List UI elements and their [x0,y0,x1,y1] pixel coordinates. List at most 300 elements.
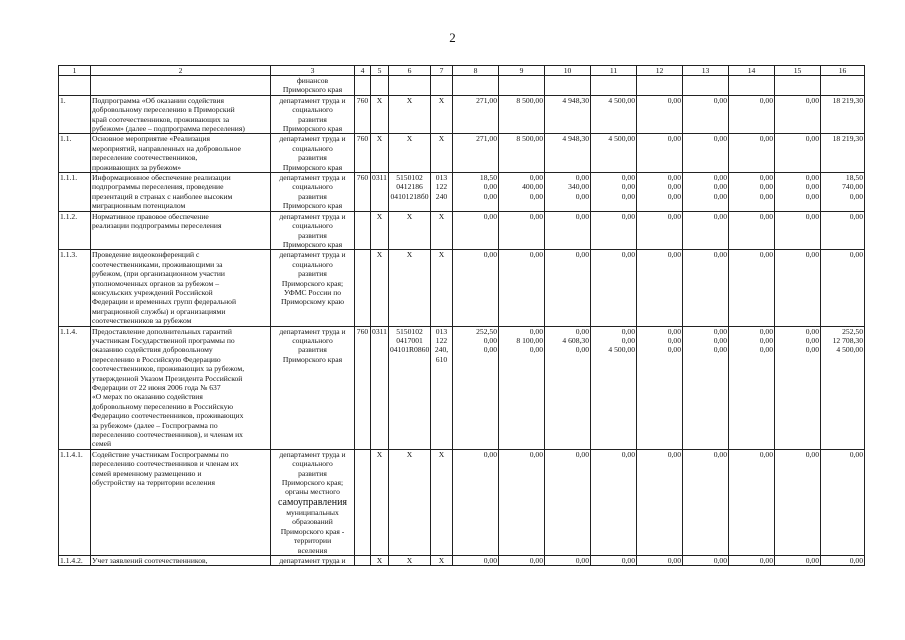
cell-c12 [637,250,683,326]
executor-line: департамент труда и [279,326,346,336]
executor-line: социального [292,459,333,469]
cell-value: 271,00 [476,95,497,105]
executor-line: департамент труда и [279,555,346,565]
cell-c13 [683,449,729,555]
cell-value: 0,00 [849,191,863,201]
table-row [59,134,865,173]
description-line: Учет заявлений соотечественников, [92,555,208,565]
cell-value: 0,00 [667,95,681,105]
cell-value: 0,00 [483,250,497,260]
cell-c5: X [371,555,389,565]
cell-c15 [775,326,821,449]
row-number: 1.1.1. [59,173,91,212]
cell-value: 0,00 [529,555,543,565]
row-executor [271,134,355,173]
cell-value: X [406,134,413,144]
cell-c10 [545,326,591,449]
executor-line: Приморского края; [281,478,344,488]
cell-c9 [499,555,545,565]
cell-c9 [499,449,545,555]
cell-value: 4 948,30 [562,95,589,105]
cell-c10 [545,555,591,565]
column-header-15: 15 [775,66,821,76]
cell-c15 [775,211,821,250]
table-row [59,95,865,134]
cell-value: 0,00 [575,191,589,201]
cell-value: 0,00 [667,449,681,459]
cell-value: 0,00 [575,250,589,260]
cell-c5: X [371,449,389,555]
cell-value: X [438,134,445,144]
cell-value: 0,00 [621,173,635,183]
executor-line: территории [293,536,332,546]
description-line: «О мерах по оказанию содействия [92,392,203,402]
description-line: соотечественниками, проживающими за [92,259,223,269]
cell-c6 [389,134,431,173]
row-number: 1.1.4.2. [59,555,91,565]
cell-value: 0,00 [805,191,819,201]
column-header-16: 16 [821,66,865,76]
cell-c7 [431,134,453,173]
description-line: реализации подпрограммы переселения [92,221,222,231]
cell-c11 [591,95,637,134]
column-header-9: 9 [499,66,545,76]
executor-line: муниципальных [286,507,339,517]
cell-value: 0,00 [849,211,863,221]
description-line: консульских учреждений Российской [92,287,213,297]
row-description [91,173,271,212]
cell-value: 0,00 [759,95,773,105]
cell-c14 [729,173,775,212]
cell-c13 [683,95,729,134]
cell-value: 0,00 [713,134,727,144]
cell-value: X [438,555,445,565]
executor-line: развития [298,191,327,201]
cell-value: 18 219,30 [832,95,863,105]
table-body [59,76,865,566]
cell-c6 [389,326,431,449]
description-line: добровольному переселению в Российскую [92,401,234,411]
cell-value: 0,00 [483,182,497,192]
description-line: миграционным потенциалом [92,201,186,211]
cell-c12 [637,211,683,250]
cell-c13 [683,173,729,212]
description-line: за рубежом» (далее – Госпрограмма по [92,420,218,430]
cell-c7 [431,449,453,555]
cell-value: 0,00 [713,449,727,459]
cell-c14 [729,555,775,565]
cell-c13 [683,326,729,449]
description-line: добровольному переселению в Приморский [92,105,235,115]
cell-c8 [453,555,499,565]
cell-value: 04101R0860 [390,345,429,355]
cell-value: 0,00 [529,345,543,355]
cell-c6 [389,95,431,134]
cell-c8 [453,211,499,250]
cell-c14 [729,211,775,250]
cell-c13 [683,134,729,173]
row-number: 1.1. [59,134,91,173]
cell-c5: X [371,134,389,173]
cell-value: 0,00 [667,326,681,336]
cell-c4 [355,250,371,326]
description-line: утвержденной Указом Президента Российской [92,373,243,383]
cell-value: 0,00 [529,326,543,336]
cell-c4: 760 [355,134,371,173]
executor-line: Приморского края; [281,278,344,288]
cell-c7 [431,95,453,134]
header-row [59,66,865,76]
cell-value: 240, [434,345,449,355]
row-executor [271,173,355,212]
cell-value: 0,00 [759,191,773,201]
cell-c15 [775,134,821,173]
continuation-line: Приморского края [282,85,343,95]
cell-value: 0,00 [483,555,497,565]
cell-c16 [821,250,865,326]
cell-value: 0,00 [759,326,773,336]
cell-value: 013 [435,173,448,183]
cell-c7 [431,555,453,565]
description-line: уполномоченных органов за рубежом – [92,278,220,288]
column-header-14: 14 [729,66,775,76]
cell-c10 [545,250,591,326]
budget-table [58,65,865,566]
cell-c9 [499,173,545,212]
description-line: участникам Государственной программы по [92,335,235,345]
continuation-line: финансов [296,76,329,85]
cell-value: 0,00 [621,211,635,221]
continuation-row [59,76,865,96]
row-description [91,449,271,555]
description-line: переселению соотечественников), и членам их [92,430,243,440]
column-header-2: 2 [91,66,271,76]
cell-value: 0,00 [849,250,863,260]
cell-value: 0,00 [483,335,497,345]
column-header-10: 10 [545,66,591,76]
cell-c10 [545,134,591,173]
cell-c10 [545,449,591,555]
cell-value: 0,00 [667,211,681,221]
cell-c6 [389,173,431,212]
cell-value: 0,00 [713,555,727,565]
column-header-12: 12 [637,66,683,76]
cell-c8 [453,173,499,212]
executor-line: вселения [297,545,328,555]
cell-c4: 760 [355,173,371,212]
executor-line: департамент труда и [279,211,346,221]
executor-line: самоуправления [277,496,348,508]
cell-value: 4 500,00 [608,95,635,105]
executor-line: развития [298,114,327,124]
cell-value: 0,00 [805,326,819,336]
cell-value: 8 500,00 [516,134,543,144]
executor-line: Приморского края [282,162,343,172]
cell-c7 [431,173,453,212]
cell-c9 [499,250,545,326]
cell-c11 [591,134,637,173]
row-executor [271,449,355,555]
cell-value: 0,00 [805,211,819,221]
description-line: Основное мероприятие «Реализация [92,134,211,144]
cell-c16 [821,326,865,449]
description-line: мероприятий, направленных на добровольное [92,143,241,153]
description-line: проживающих за рубежом» [92,162,182,172]
cell-value: 18,50 [845,173,863,183]
table-row [59,555,865,565]
description-line: семей временному размещению и [92,468,202,478]
cell-value: 4 500,00 [608,345,635,355]
cell-value: 0,00 [667,555,681,565]
row-executor [271,326,355,449]
cell-c4: 760 [355,326,371,449]
description-line: презентаций в странах с наиболее высоким [92,191,233,201]
cell-c15 [775,449,821,555]
cell-value: 0,00 [805,134,819,144]
table-row [59,211,865,250]
column-header-6: 6 [389,66,431,76]
description-line: край соотечественников, проживающих за [92,114,230,124]
row-number: 1.1.4. [59,326,91,449]
executor-line: развития [298,230,327,240]
cell-c13 [683,211,729,250]
executor-line: Приморского края [282,354,343,364]
budget-table-sheet [58,65,864,566]
cell-c14 [729,134,775,173]
cell-value: 0,00 [483,211,497,221]
page-number: 2 [449,30,456,45]
cell-value: 0,00 [759,555,773,565]
executor-line: развития [298,468,327,478]
cell-value: 400,00 [522,182,543,192]
cell-c15 [775,173,821,212]
cell-value: 252,50 [476,326,497,336]
cell-value: 8 100,00 [516,335,543,345]
row-executor [271,95,355,134]
cell-value: X [438,211,445,221]
cell-c10 [545,95,591,134]
cell-value: 4 500,00 [608,134,635,144]
cell-value: 0,00 [667,335,681,345]
executor-line: департамент труда и [279,250,346,260]
cell-value: 0,00 [575,326,589,336]
cell-value: 0,00 [805,345,819,355]
description-line: соотечественников за рубежом [92,316,192,326]
cell-value: 0,00 [575,211,589,221]
table-row [59,250,865,326]
description-line: обустройству на территории вселения [92,478,215,488]
description-line: переселению в Российскую Федерацию [92,354,221,364]
description-line: соотечественников, проживающих за рубежом, [92,364,245,374]
executor-line: органы местного [285,487,340,497]
cell-c5: X [371,211,389,250]
column-header-11: 11 [591,66,637,76]
description-line: Федерацию соотечественников, проживающих [92,411,244,421]
cell-value: 0,00 [621,191,635,201]
executor-line: социального [292,182,333,192]
description-line: семей [92,439,112,449]
row-executor [271,555,355,565]
cell-value: 5150102 [396,326,423,336]
cell-value: 0,00 [483,345,497,355]
cell-c15 [775,555,821,565]
cell-value: 252,50 [842,326,863,336]
column-header-8: 8 [453,66,499,76]
cell-c12 [637,326,683,449]
executor-line: департамент труда и [279,449,346,459]
description-line: Предоставление дополнительных гарантий [92,326,232,336]
cell-c13 [683,555,729,565]
cell-c16 [821,134,865,173]
table-row [59,449,865,555]
cell-value: 0,00 [759,134,773,144]
cell-value: 0,00 [713,95,727,105]
executor-line: образований [292,517,333,527]
description-line: Федерации от 22 июня 2006 года № 637 [92,383,221,392]
executor-line: развития [298,153,327,163]
cell-c11 [591,449,637,555]
cell-value: 013 [435,326,448,336]
cell-value: 0,00 [759,449,773,459]
executor-line: развития [298,269,327,279]
cell-value: 122 [435,182,448,192]
column-header-1: 1 [59,66,91,76]
cell-value: 0,00 [667,250,681,260]
cell-c5: X [371,95,389,134]
cell-value: 0,00 [621,326,635,336]
cell-c14 [729,449,775,555]
cell-c16 [821,211,865,250]
cell-value: 0,00 [713,173,727,183]
cell-value: X [438,95,445,105]
executor-line: департамент труда и [279,134,346,144]
executor-line: Приморского края [282,124,343,134]
cell-value: X [406,555,413,565]
cell-value: 0,00 [621,335,635,345]
description-line: Нормативное правовое обеспечение [92,211,209,221]
cell-c10 [545,173,591,212]
description-line: подпрограммы переселения, проведение [92,182,224,192]
cell-value: 0,00 [713,345,727,355]
cell-value: 740,00 [842,182,863,192]
cell-value: 0,00 [667,191,681,201]
row-description [91,555,271,565]
cell-value: 0,00 [713,211,727,221]
cell-value: 0,00 [667,134,681,144]
table-row [59,326,865,449]
cell-value: 271,00 [476,134,497,144]
cell-c8 [453,449,499,555]
cell-value: 0,00 [713,250,727,260]
cell-c8 [453,250,499,326]
row-number: 1. [59,95,91,134]
column-header-13: 13 [683,66,729,76]
cell-value: 0,00 [713,182,727,192]
cell-value: 0,00 [805,95,819,105]
description-line: Федерации и временных групп федеральной [92,297,237,307]
executor-line: департамент труда и [279,95,346,105]
row-description [91,211,271,250]
cell-value: 0,00 [575,345,589,355]
cell-c9 [499,134,545,173]
cell-value: 0,00 [575,173,589,183]
description-line: Информационное обеспечение реализации [92,173,231,183]
cell-value: 0,00 [667,182,681,192]
cell-value: 0,00 [713,335,727,345]
cell-value: 0417001 [396,335,423,345]
cell-c13 [683,250,729,326]
cell-c16 [821,173,865,212]
cell-value: 0,00 [759,335,773,345]
cell-value: 4 608,30 [562,335,589,345]
cell-value: 18,50 [479,173,497,183]
cell-value: 0,00 [713,326,727,336]
description-line: рубежом, (при организационном участии [92,269,225,279]
cell-value: 0,00 [621,182,635,192]
executor-line: социального [292,259,333,269]
row-description [91,250,271,326]
cell-value: 240 [435,191,448,201]
executor-line: УФМС России по [283,287,342,297]
cell-c11 [591,326,637,449]
cell-value: 0,00 [529,449,543,459]
cell-value: 340,00 [568,182,589,192]
cell-value: 0,00 [713,191,727,201]
cell-value: 0,00 [575,555,589,565]
cell-value: 4 948,30 [562,134,589,144]
cell-value: X [406,250,413,260]
cell-c6 [389,449,431,555]
description-line: Содействие участникам Госпрограммы по [92,449,229,459]
cell-value: 0412186 [396,182,423,192]
description-line: рубежом» (далее – подпрограмма переселения) [92,124,245,134]
cell-value: 0,00 [805,250,819,260]
cell-value: 610 [435,354,448,364]
executor-line: социального [292,105,333,115]
cell-value: 0,00 [575,449,589,459]
cell-c16 [821,555,865,565]
cell-c14 [729,95,775,134]
cell-value: 0,00 [483,449,497,459]
cell-value: 8 500,00 [516,95,543,105]
cell-value: 4 500,00 [836,345,863,355]
cell-c15 [775,250,821,326]
executor-line: социального [292,143,333,153]
row-number: 1.1.3. [59,250,91,326]
cell-value: 0,00 [667,173,681,183]
cell-c11 [591,173,637,212]
cell-value: 0,00 [759,250,773,260]
cell-value: 0,00 [805,173,819,183]
cell-value: X [406,95,413,105]
cell-c5: 0311 [371,173,389,212]
cell-c7 [431,211,453,250]
cell-value: 0,00 [805,335,819,345]
cell-value: 0,00 [667,345,681,355]
cell-value: 0,00 [849,555,863,565]
cell-c4: 760 [355,95,371,134]
cell-value: 0,00 [621,250,635,260]
row-number: 1.1.2. [59,211,91,250]
cell-value: X [438,449,445,459]
column-header-7: 7 [431,66,453,76]
cell-value: 0,00 [529,211,543,221]
cell-value: 0,00 [529,191,543,201]
executor-line: социального [292,221,333,231]
cell-value: 122 [435,335,448,345]
continuation-executor [271,76,355,96]
cell-value: X [406,211,413,221]
